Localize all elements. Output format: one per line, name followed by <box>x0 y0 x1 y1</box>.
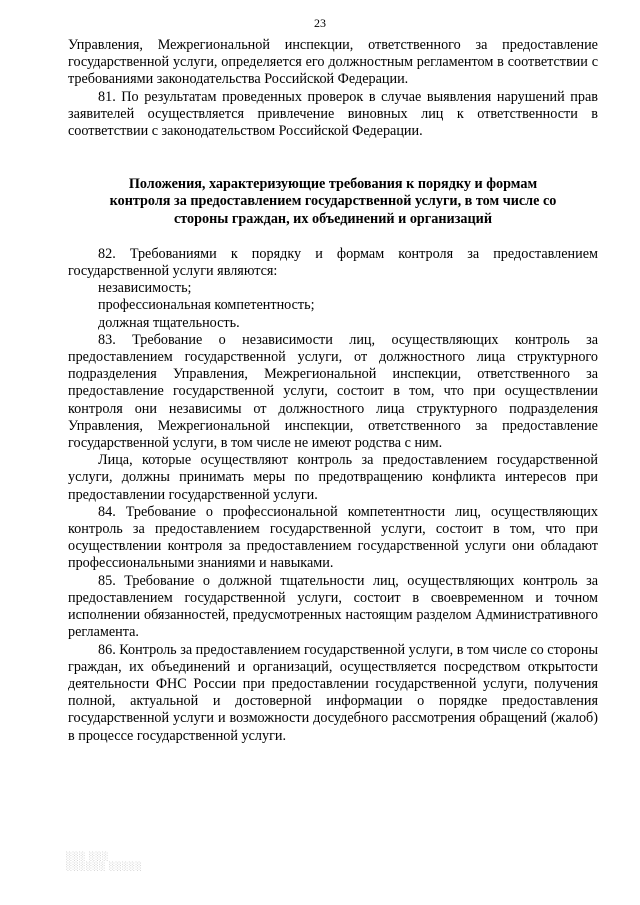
paragraph-86: 86. Контроль за предоставлением государственной услуги, в том числе со стороны граждан, их объединений и организаций, осуществляется посредством открытости деятельности ФНС России при предоставлении государственной услуги, получения полной, актуальной и достоверной информации о порядке предоставления государственной услуги и возможности досудебного рассмотрения обращений (жалоб) в процессе государственной услуги. <box>68 641 598 744</box>
paragraph-85: 85. Требование о должной тщательности лиц, осуществляющих контроль за предоставлением государственной услуги, состоит в своевременном и точном исполнении обязанностей, предусмотренных настоящим разделом Административного регламента. <box>68 572 598 641</box>
paragraph-84: 84. Требование о профессиональной компетентности лиц, осуществляющих контроль за предоставлением государственной услуги, состоит в том, что при осуществлении контроля за предоставлением государственной услуги они обладают профессиональными знаниями и навыками. <box>68 503 598 572</box>
paragraph-81: 81. По результатам проведенных проверок в случае выявления нарушений прав заявителей осуществляется привлечение виновных лиц к ответственности в соответствии с законодательством Российской Федерации. <box>68 88 598 140</box>
paragraph-82: 82. Требованиями к порядку и формам контроля за предоставлением государственной услуги являются: <box>68 245 598 280</box>
section-heading: Положения, характеризующие требования к порядку и формам контроля за предоставлением государственной услуги, в том числе со стороны граждан, их объединений и организаций <box>109 176 557 227</box>
paragraph-continuation: Управления, Межрегиональной инспекции, ответственного за предоставление государственной услуги, определяется его должностным регламентом в соответствии с требованиями законодательства Российской Федерации. <box>68 37 598 88</box>
list-item: профессиональная компетентность; <box>98 297 315 314</box>
paragraph-83: 83. Требование о независимости лиц, осуществляющих контроль за предоставлением государственной услуги, от должностного лица структурного подразделения Управления, Межрегиональной инспекции, ответственного за предоставление государственной услуги, состоит в том, что при осуществлении контроля они независимы от должностного лица структурного подразделения Управления, Межрегиональной инспекции, ответственного за предоставление государственной услуги, в том числе не имеют родства с ним. <box>68 331 598 452</box>
list-item: независимость; <box>98 280 192 297</box>
page-number: 23 <box>314 16 326 30</box>
requirements-list <box>68 280 598 332</box>
faint-registration-stamp: ░░░ ░░░ ░░░░░░ ░░░░░ <box>66 852 143 871</box>
document-body <box>68 37 598 745</box>
paragraph-conflict: Лица, которые осуществляют контроль за предоставлением государственной услуги, должны принимать меры по предотвращению конфликта интересов при предоставлении государственной услуги. <box>68 452 598 503</box>
list-item: должная тщательность. <box>98 314 240 331</box>
